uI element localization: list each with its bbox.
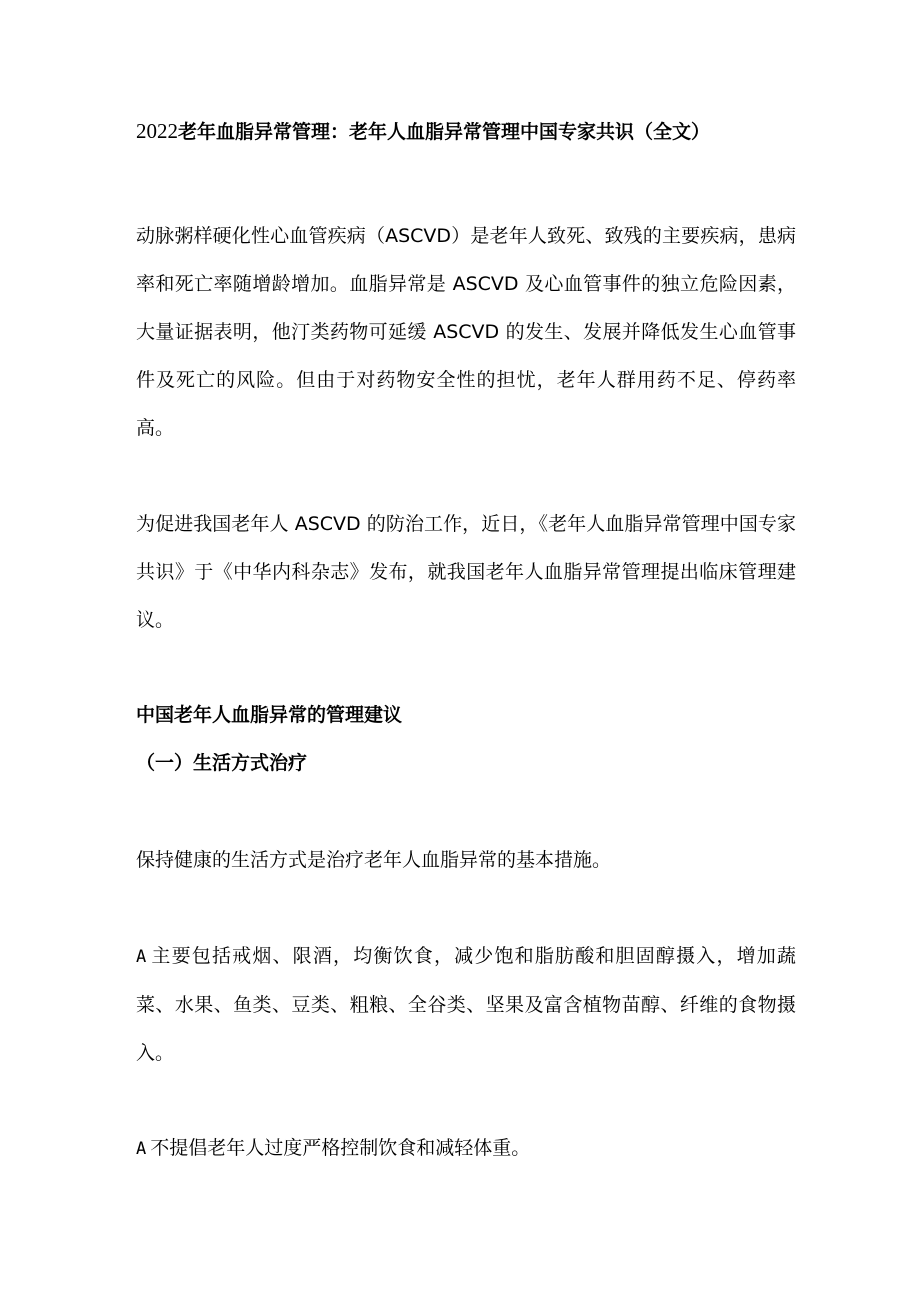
title-year: 2022 xyxy=(136,119,178,143)
background-paragraph: 为促进我国老年人 ASCVD 的防治工作，近日，《老年人血脂异常管理中国专家共识》于《中华内科杂志》发布，就我国老年人血脂异常管理提出临床管理建议。 xyxy=(136,513,796,631)
bullet-marker: A xyxy=(136,1139,147,1159)
subsection-heading: （一）生活方式治疗 xyxy=(136,752,308,774)
bullet-text: 不提倡老年人过度严格控制饮食和减轻体重。 xyxy=(150,1137,531,1159)
bullet-item xyxy=(136,932,796,1077)
intro-paragraph: 动脉粥样硬化性心血管疾病（ASCVD）是老年人致死、致残的主要疾病，患病率和死亡率随增龄增加。血脂异常是 ASCVD 及心血管事件的独立危险因素，大量证据表明，他汀类药物可延缓 ASCVD 的发生、发展并降低发生心血管事件及死亡的风险。但由于对药物安全性的担忧，老年人群用药不足、停药率高。 xyxy=(136,225,796,439)
lifestyle-paragraph: 保持健康的生活方式是治疗老年人血脂异常的基本措施。 xyxy=(136,849,612,871)
section-heading: 中国老年人血脂异常的管理建议 xyxy=(136,704,403,726)
document-title xyxy=(136,116,796,147)
bullet-marker: A xyxy=(136,947,147,967)
title-text: 老年血脂异常管理：老年人血脂异常管理中国专家共识（全文） xyxy=(178,121,711,143)
bullet-text: 主要包括戒烟、限酒，均衡饮食，减少饱和脂肪酸和胆固醇摄入，增加蔬菜、水果、鱼类、豆类、粗粮、全谷类、坚果及富含植物苗醇、纤维的食物摄入。 xyxy=(136,945,796,1064)
bullet-item xyxy=(136,1124,796,1173)
